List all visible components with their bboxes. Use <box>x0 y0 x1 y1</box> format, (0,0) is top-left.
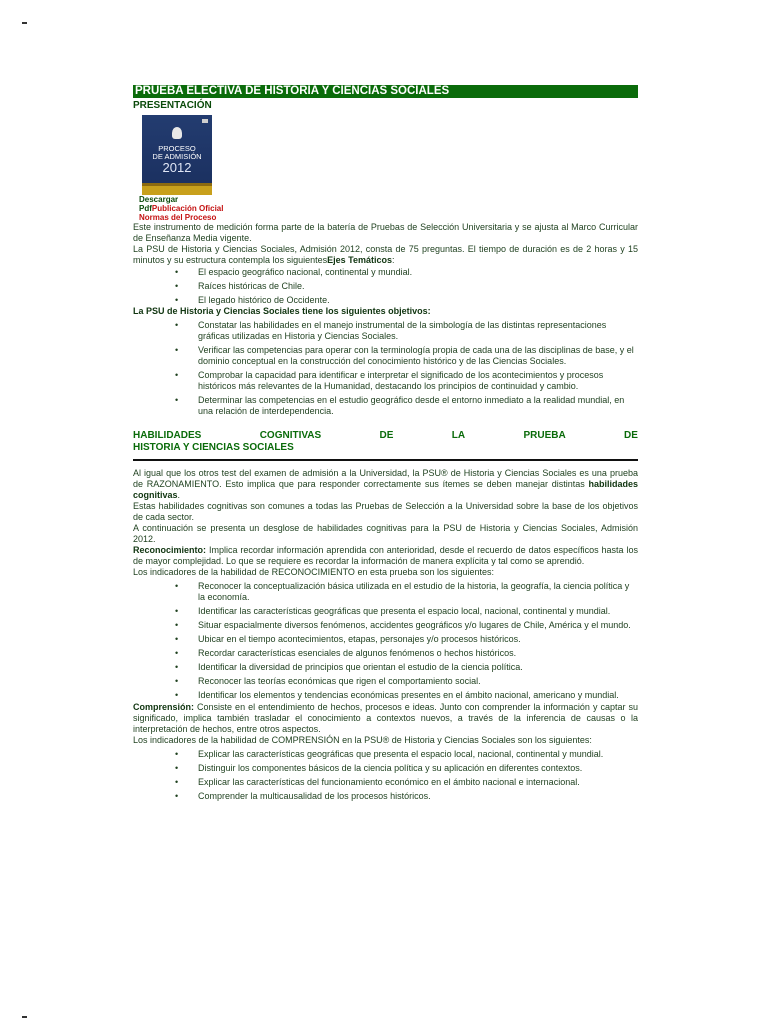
intro-paragraph-1: Este instrumento de medición forma parte de la batería de Pruebas de Selección Universitaria y se ajusta al Marco Curricular de Enseñanza Media vigente. <box>133 222 638 243</box>
intro-paragraph-2: La PSU de Historia y Ciencias Sociales, Admisión 2012, consta de 75 preguntas. El tiempo de duración es de 2 horas y 15 minutos y su estructura contempla los siguientesEjes Temáticos: <box>133 244 638 265</box>
document-page <box>133 85 638 805</box>
habilidades-paragraph-2: Estas habilidades cognitivas son comunes a todas las Pruebas de Selección a la Universidad sobre la base de los objetivos de cada sector. <box>133 501 638 522</box>
habilidades-heading: HABILIDADES COGNITIVAS DE LA PRUEBA DE HISTORIA Y CIENCIAS SOCIALES <box>133 430 638 453</box>
pdf-link[interactable]: Pdf <box>139 204 152 213</box>
corner-mark-bottom <box>22 1016 27 1018</box>
list-item: • Distinguir los componentes básicos de la ciencia política y su aplicación en diferentes contextos. <box>198 763 638 774</box>
cover-image[interactable] <box>142 115 212 195</box>
habilidades-paragraph-3: A continuación se presenta un desglose de habilidades cognitivas para la PSU de Historia y Ciencias Sociales, Admisión 2012. <box>133 523 638 544</box>
comprension-intro: Los indicadores de la habilidad de COMPRENSIÓN en la PSU® de Historia y Ciencias Sociales son los siguientes: <box>133 735 592 745</box>
logo-icon <box>202 119 208 123</box>
publicacion-oficial-link[interactable]: Publicación Oficial <box>151 204 224 213</box>
presentacion-heading: PRESENTACIÓN <box>133 100 212 111</box>
list-item: • Identificar las características geográficas que presenta el espacio local, nacional, continental y mundial. <box>198 606 638 617</box>
corner-mark-top <box>22 22 27 24</box>
reconocimiento-intro: Los indicadores de la habilidad de RECONOCIMIENTO en esta prueba son los siguientes: <box>133 567 495 577</box>
list-item: • Identificar la diversidad de principios que orientan el estudio de la ciencia política. <box>198 662 638 673</box>
habilidades-paragraph-1: Al igual que los otros test del examen de admisión a la Universidad, la PSU® de Historia y Ciencias Sociales es una prueba de RAZONAMIENTO. Esto implica que para responder correctamente sus ítemes se deben manejar distintas habilidades cognitivas. <box>133 468 638 500</box>
ejes-list <box>133 267 638 306</box>
cover-text: PROCESO DE ADMISIÓN <box>152 144 202 161</box>
list-item: • Recordar características esenciales de algunos fenómenos o hechos históricos. <box>198 648 638 659</box>
normas-link[interactable]: Normas del Proceso <box>139 213 217 222</box>
reconocimiento-paragraph: Reconocimiento: Implica recordar información aprendida con anterioridad, desde el recuerdo de datos específicos hasta los de mayor complejidad. Lo que se requiere es recordar la información de manera explícita y tal como se aprendió. <box>133 545 638 566</box>
cover-year: 2012 <box>162 160 192 175</box>
list-item: • Determinar las competencias en el estudio geográfico desde el entorno inmediato a la realidad mundial, en una relación de interdependencia. <box>198 395 638 417</box>
list-item: • Comprobar la capacidad para identificar e interpretar el significado de los acontecimientos y procesos históricos más relevantes de la Humanidad, destacando los principios de continuidad y cambio. <box>198 370 638 392</box>
list-item: • Reconocer la conceptualización básica utilizada en el estudio de la historia, la geografía, la ciencia política y la economía. <box>198 581 638 603</box>
page-title: PRUEBA ELECTIVA DE HISTORIA Y CIENCIAS SOCIALES <box>133 85 638 98</box>
objetivos-list <box>133 320 638 417</box>
list-item: • Identificar los elementos y tendencias económicas presentes en el ámbito nacional, americano y mundial. <box>198 690 638 701</box>
section-divider <box>133 459 638 461</box>
list-item: • Reconocer las teorías económicas que rigen el comportamiento social. <box>198 676 638 687</box>
list-item: • Verificar las competencias para operar con la terminología propia de cada una de las disciplinas de base, y el dominio conceptual en la construcción del conocimiento histórico y de las Ciencias Sociales. <box>198 345 638 367</box>
download-link[interactable]: Descargar <box>139 195 179 204</box>
download-links <box>139 195 638 222</box>
list-item: • Explicar las características del funcionamiento económico en el ámbito nacional e internacional. <box>198 777 638 788</box>
reconocimiento-list <box>133 581 638 701</box>
list-item: • Raíces históricas de Chile. <box>198 281 638 292</box>
list-item: • Ubicar en el tiempo acontecimientos, etapas, personajes y/o procesos históricos. <box>198 634 638 645</box>
objetivos-heading: La PSU de Historia y Ciencias Sociales tiene los siguientes objetivos: <box>133 306 431 316</box>
list-item: • El legado histórico de Occidente. <box>198 295 638 306</box>
list-item: • Constatar las habilidades en el manejo instrumental de la simbología de las distintas representaciones gráficas utilizadas en Historia y Ciencias Sociales. <box>198 320 638 342</box>
list-item: • El espacio geográfico nacional, continental y mundial. <box>198 267 638 278</box>
list-item: • Situar espacialmente diversos fenómenos, accidentes geográficos y/o lugares de Chile, América y el mundo. <box>198 620 638 631</box>
comprension-paragraph: Comprensión: Consiste en el entendimiento de hechos, procesos e ideas. Junto con comprender la información y captar su significado, implica también trasladar el conocimiento a contextos nuevos, a través de la inferencia de causas o la interpretación de hechos, entre otros aspectos. <box>133 702 638 734</box>
comprension-list <box>133 749 638 802</box>
emblem-icon <box>172 127 182 139</box>
list-item: • Comprender la multicausalidad de los procesos históricos. <box>198 791 638 802</box>
list-item: • Explicar las características geográficas que presenta el espacio local, nacional, continental y mundial. <box>198 749 638 760</box>
